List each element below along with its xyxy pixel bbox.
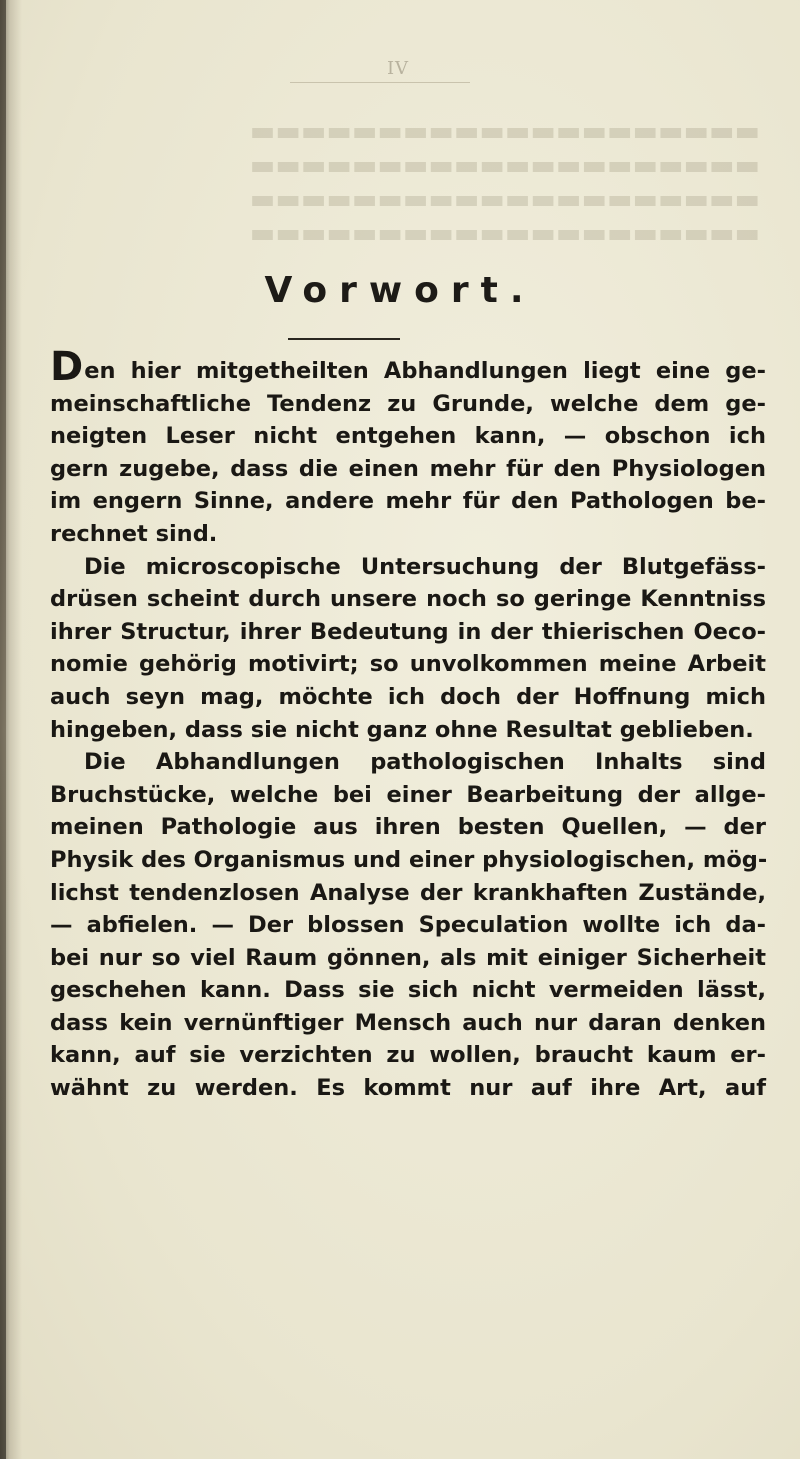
preface-text <box>50 344 768 1105</box>
text-line: drüsen scheint durch unsere noch so geringe Kenntniss <box>50 586 766 613</box>
page-binding-edge <box>0 0 6 1459</box>
text-line: dass kein vernünftiger Mensch auch nur daran denken <box>50 1009 766 1036</box>
text-line: Die Abhandlungen pathologischen Inhalts sind <box>84 749 766 776</box>
text-line: auch seyn mag, möchte ich doch der Hoffnung mich <box>50 683 766 710</box>
text-line: — abfielen. — Der blossen Speculation wollte ich da- <box>50 912 766 939</box>
text-line: meinschaftliche Tendenz zu Grunde, welche dem ge- <box>50 390 766 417</box>
page-number: IV <box>386 58 410 79</box>
text-line: gern zugebe, dass die einen mehr für den Physiologen <box>50 455 766 482</box>
text-line: Die microscopische Untersuchung der Blutgefäss- <box>84 553 766 580</box>
text-line: meinen Pathologie aus ihren besten Quellen, — der <box>50 814 766 841</box>
text-line: kann, auf sie verzichten zu wollen, braucht kaum er- <box>50 1042 766 1069</box>
text-line: nomie gehörig motivirt; so unvolkommen meine Arbeit <box>50 651 766 678</box>
bleed-through-shadow: ▬▬▬▬▬▬▬▬▬▬▬▬▬▬▬▬▬▬▬▬ ▬▬▬▬▬▬▬▬▬▬▬▬▬▬▬▬▬▬▬▬ ▬▬▬▬▬▬▬▬▬▬▬▬▬▬▬▬▬▬▬▬ ▬▬▬▬▬▬▬▬▬▬▬▬▬▬▬▬▬▬▬▬ <box>249 116 760 249</box>
page-heading: Vorwort. <box>264 270 536 311</box>
text-line: geschehen kann. Dass sie sich nicht vermeiden lässt, <box>50 977 766 1004</box>
text-line: wähnt zu werden. Es kommt nur auf ihre Art, auf <box>50 1075 766 1102</box>
page-number-rule <box>290 82 470 83</box>
text-line: Den hier mitgetheilten Abhandlungen liegt eine ge- <box>50 344 766 390</box>
heading-underline <box>288 338 400 340</box>
text-line: Physik des Organismus und einer physiologischen, mög- <box>50 846 768 873</box>
text-line: rechnet sind. <box>50 520 218 547</box>
text-line: bei nur so viel Raum gönnen, als mit einiger Sicherheit <box>50 944 766 971</box>
text-line: neigten Leser nicht entgehen kann, — obschon ich <box>50 423 766 450</box>
text-line: Bruchstücke, welche bei einer Bearbeitung der allge- <box>50 781 766 808</box>
text-line: lichst tendenzlosen Analyse der krankhaften Zustände, <box>50 879 766 906</box>
text-line: hingeben, dass sie nicht ganz ohne Resultat geblieben. <box>50 716 754 743</box>
text-line: im engern Sinne, andere mehr für den Pathologen be- <box>50 488 766 515</box>
text-line: ihrer Structur, ihrer Bedeutung in der thierischen Oeco- <box>50 618 766 645</box>
drop-cap: D <box>50 344 84 390</box>
